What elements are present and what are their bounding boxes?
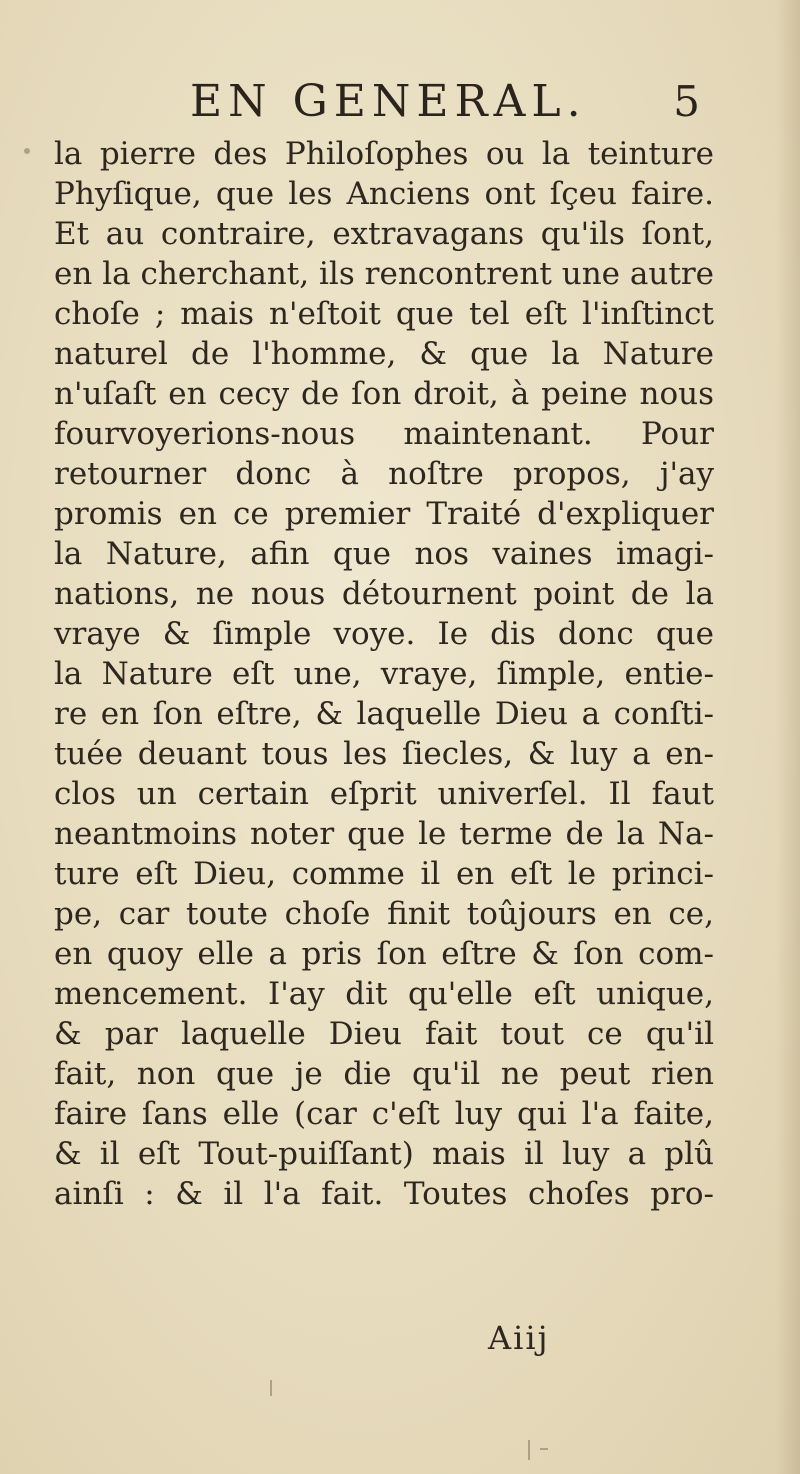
text-line: nations, ne nous détournent point de la (54, 576, 714, 612)
ink-dot (24, 148, 30, 154)
text-line: ture eſt Dieu, comme il en eſt le princi- (54, 856, 714, 892)
text-line: fourvoyerions-nous maintenant. Pour (54, 416, 714, 452)
text-line: re en ſon eſtre, & laquelle Dieu a conſti- (54, 696, 714, 732)
text-line: neantmoins noter que le terme de la Na- (54, 816, 714, 852)
body-text (54, 134, 714, 1214)
text-line: promis en ce premier Traité d'expliquer (54, 496, 714, 532)
ink-mark (528, 1440, 530, 1460)
running-head: EN GENERAL. (190, 76, 587, 127)
text-line: la Nature eſt une, vraye, ſimple, entie- (54, 656, 714, 692)
text-line: choſe ; mais n'eſtoit que tel eſt l'inſtinct (54, 296, 714, 332)
text-line: & par laquelle Dieu fait tout ce qu'il (54, 1016, 714, 1052)
text-line: vraye & ſimple voye. Ie dis donc que (54, 616, 714, 652)
text-line: & il eſt Tout-puiſſant) mais il luy a plû (54, 1136, 714, 1172)
page-number: 5 (673, 77, 700, 126)
text-line: retourner donc à noſtre propos, j'ay (54, 456, 714, 492)
page-header (190, 72, 700, 132)
text-line: en quoy elle a pris ſon eſtre & ſon com- (54, 936, 714, 972)
text-line: clos un certain eſprit univerſel. Il faut (54, 776, 714, 812)
text-line: mencement. I'ay dit qu'elle eſt unique, (54, 976, 714, 1012)
text-line: en la cherchant, ils rencontrent une autre (54, 256, 714, 292)
text-line: la Nature, afin que nos vaines imagi- (54, 536, 714, 572)
text-line: faire ſans elle (car c'eſt luy qui l'a faite, (54, 1096, 714, 1132)
signature-mark: Aiij (488, 1319, 550, 1357)
text-line: naturel de l'homme, & que la Nature (54, 336, 714, 372)
text-line: Phyſique, que les Anciens ont ſçeu faire. (54, 176, 714, 212)
text-line: la pierre des Philoſophes ou la teinture (54, 136, 714, 172)
text-line: fait, non que je die qu'il ne peut rien (54, 1056, 714, 1092)
text-line: ainſi : & il l'a fait. Toutes choſes pro- (54, 1176, 714, 1212)
text-line: pe, car toute choſe finit toûjours en ce, (54, 896, 714, 932)
ink-mark (270, 1380, 272, 1396)
page-edge-shadow (776, 0, 800, 1474)
text-line: Et au contraire, extravagans qu'ils ſont, (54, 216, 714, 252)
ink-mark (540, 1448, 548, 1450)
text-line: n'uſaſt en cecy de ſon droit, à peine nous (54, 376, 714, 412)
text-line: tuée deuant tous les ſiecles, & luy a en- (54, 736, 714, 772)
